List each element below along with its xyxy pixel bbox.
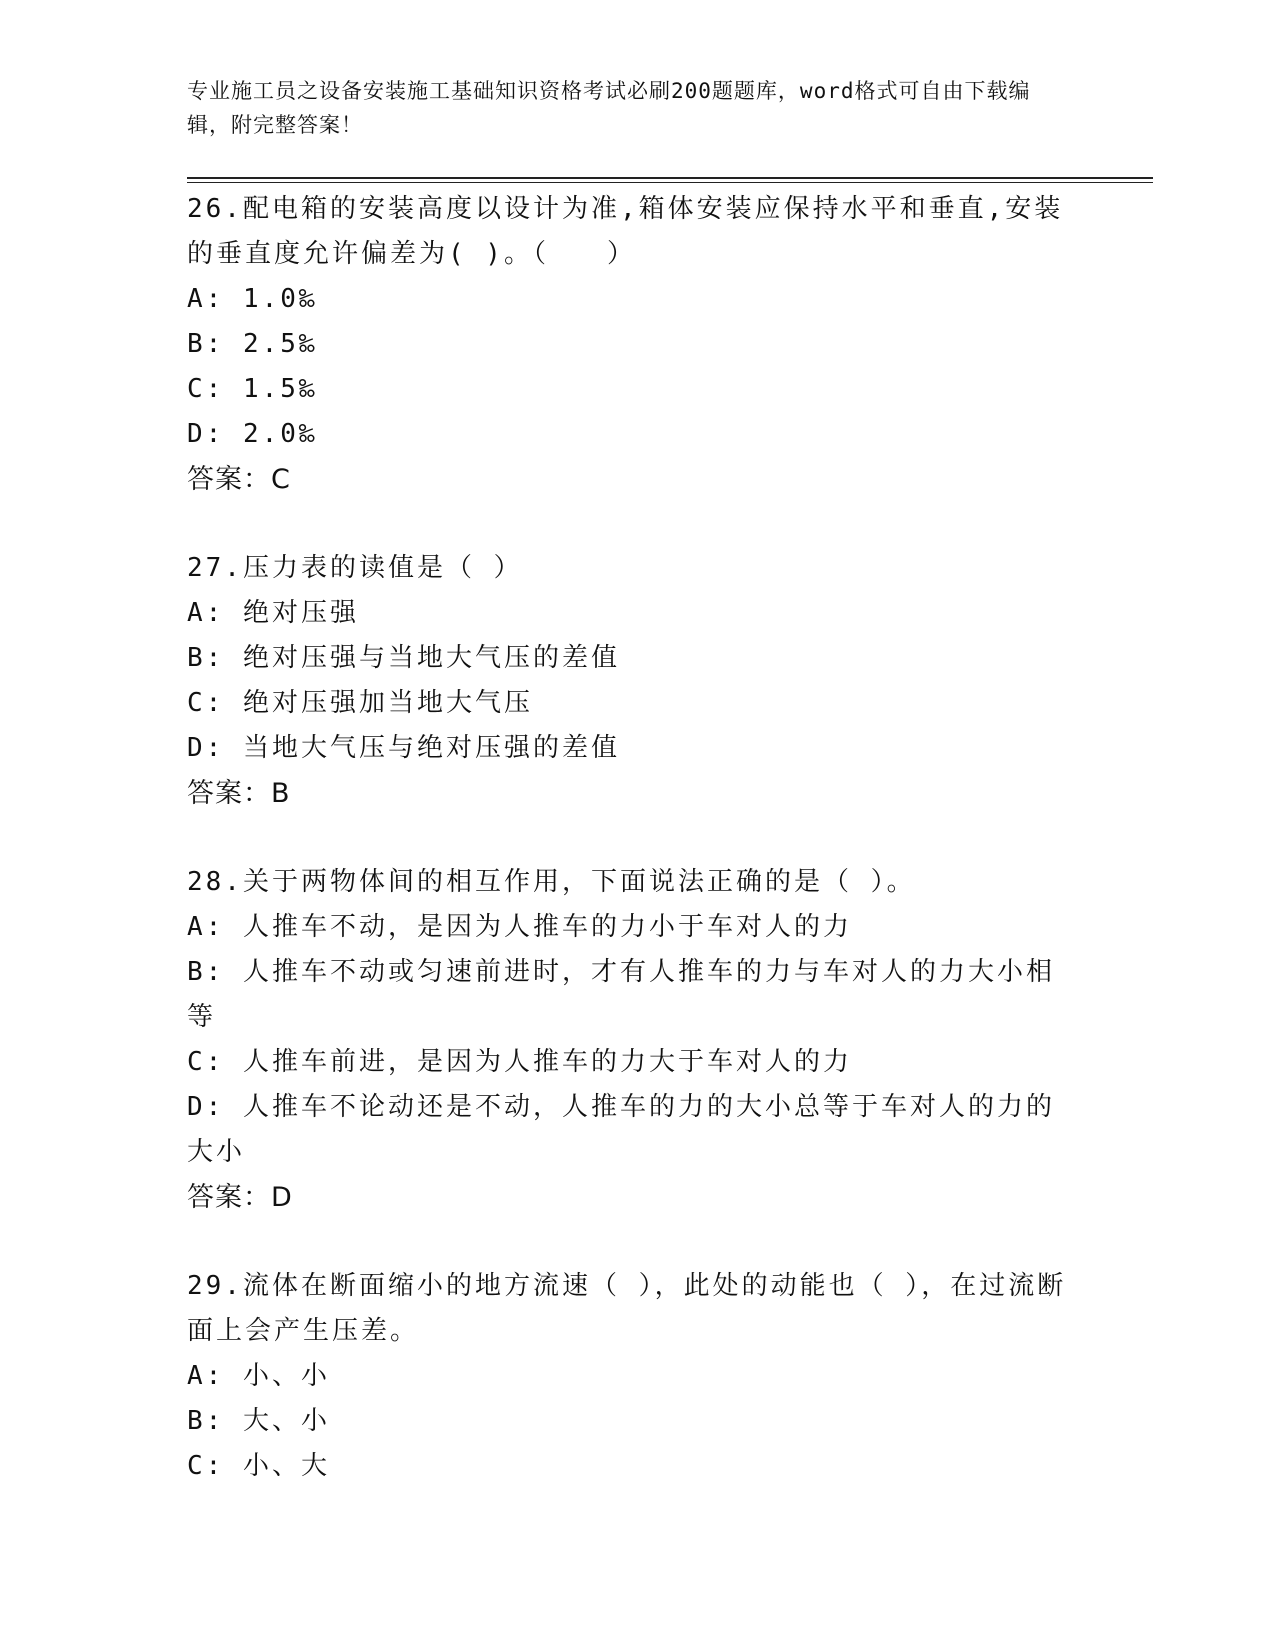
option-a: A: 人推车不动，是因为人推车的力小于车对人的力 [187, 912, 852, 942]
question-29 [187, 1264, 1187, 1489]
question-26 [187, 187, 1187, 502]
question-stem: 29.流体在断面缩小的地方流速（ ），此处的动能也（ ），在过流断面上会产生压差。 [187, 1271, 1067, 1346]
document-header: 专业施工员之设备安装施工基础知识资格考试必刷200题题库，word格式可自由下载编辑，附完整答案！ [187, 79, 1031, 137]
option-a: A: 小、小 [187, 1361, 330, 1391]
option-b: B: 2.5‰ [187, 329, 318, 359]
option-a: A: 1.0‰ [187, 284, 318, 314]
option-a: A: 绝对压强 [187, 598, 359, 628]
answer: 答案：D [187, 1182, 293, 1213]
option-c: C: 小、大 [187, 1451, 330, 1481]
question-27 [187, 546, 1187, 816]
option-d: D: 人推车不论动还是不动，人推车的力的大小总等于车对人的力的大小 [187, 1092, 1055, 1167]
answer: 答案：B [187, 778, 291, 809]
question-28 [187, 860, 1187, 1220]
header-divider-thick [187, 177, 1153, 179]
option-b: B: 大、小 [187, 1406, 330, 1436]
option-b: B: 人推车不动或匀速前进时，才有人推车的力与车对人的力大小相等 [187, 957, 1055, 1032]
answer: 答案：C [187, 464, 291, 495]
question-stem: 27.压力表的读值是（ ） [187, 553, 523, 583]
question-stem: 26.配电箱的安装高度以设计为准,箱体安装应保持水平和垂直,安装的垂直度允许偏差为( )。（ ） [187, 194, 1064, 269]
option-c: C: 1.5‰ [187, 374, 318, 404]
header-divider-thin [187, 182, 1153, 183]
option-c: C: 绝对压强加当地大气压 [187, 688, 533, 718]
option-d: D: 当地大气压与绝对压强的差值 [187, 733, 620, 763]
question-stem: 28.关于两物体间的相互作用，下面说法正确的是（ ）。 [187, 867, 916, 897]
option-d: D: 2.0‰ [187, 419, 318, 449]
option-b: B: 绝对压强与当地大气压的差值 [187, 643, 620, 673]
question-list [187, 187, 1187, 1533]
option-c: C: 人推车前进，是因为人推车的力大于车对人的力 [187, 1047, 852, 1077]
